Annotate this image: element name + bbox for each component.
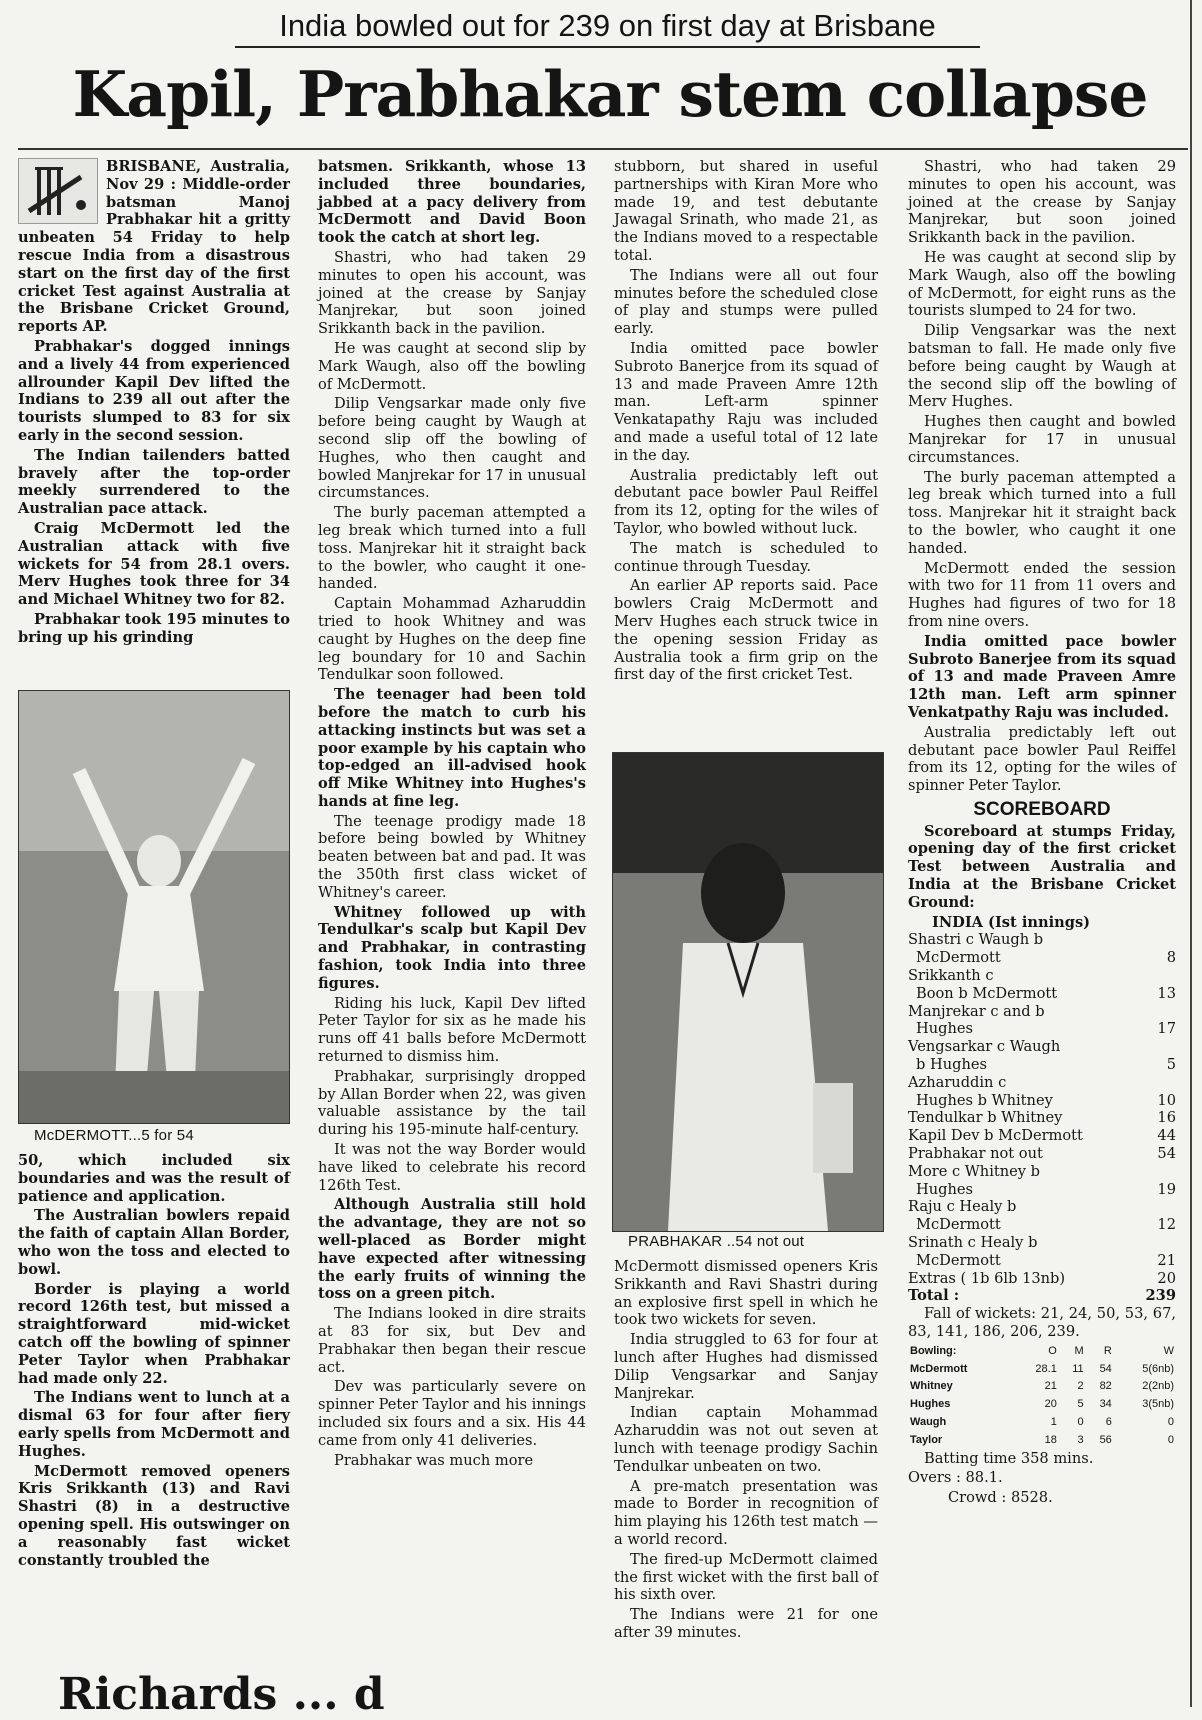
batting-detail: Prabhakar not out — [908, 1145, 1043, 1163]
paragraph: The Indians were 21 for one after 39 minutes. — [614, 1606, 878, 1641]
batting-runs: 5 — [1166, 1056, 1176, 1074]
scoreboard — [908, 798, 1176, 1507]
paragraph: The teenager had been told before the match to curb his attacking instincts but was set a poor example by his captain who top-edged an ill-advised hook off Mike Whitney into Hughes's hands at fine leg. — [318, 686, 586, 810]
column-1 — [18, 158, 290, 688]
paragraph: Prabhakar was much more — [334, 1451, 534, 1469]
bowling-row — [908, 1432, 1176, 1450]
batting-line: Manjrekar c and b — [908, 1002, 1045, 1020]
paragraph: Craig McDermott led the Australian attack with five wickets for 54 from 28.1 overs. Merv Hughes took three for 34 and Michael Whitney two for 82. — [18, 519, 290, 609]
bowling-cell: 3(5nb) — [1142, 1398, 1174, 1411]
cut-headline-text: Richards ... d — [58, 1669, 385, 1720]
batting-detail: McDermott — [916, 1216, 1001, 1234]
paragraph: The burly paceman attempted a leg break which turned into a full toss. Manjrekar hit it straight back to the bowler, who caught it one-handed. — [318, 504, 586, 593]
total-row — [908, 1287, 1176, 1305]
paragraph: The teenage prodigy made 18 before being bowled by Whitney beaten between bat and pad. It was the 350th first class wicket of Whitney's career. — [318, 812, 586, 901]
crowd: Crowd : 8528. — [948, 1489, 1053, 1507]
batting-detail: Hughes — [916, 1180, 973, 1198]
paragraph: The match is scheduled to continue through Tuesday. — [614, 539, 878, 575]
fall-of-wickets: Fall of wickets: 21, 24, 50, 53, 67, 83, 141, 186, 206, 239. — [908, 1305, 1176, 1340]
bowling-header-cell: Bowling: — [910, 1344, 957, 1357]
bowling-cell: 5(6nb) — [1142, 1362, 1174, 1375]
batting-line: More c Whitney b — [908, 1162, 1040, 1180]
batting-row — [908, 1109, 1176, 1127]
paragraph: Dilip Vengsarkar made only five before being caught by Waugh at second slip off the bowling of Hughes, who then caught and bowled Manjrekar for 17 in unusual circumstances. — [318, 395, 586, 502]
paragraph: Australia predictably left out debutant pace bowler Paul Reiffel from its 12, opting for the wiles of spinner Peter Taylor. — [908, 723, 1176, 795]
paragraph: McDermott dismissed openers Kris Srikkanth and Ravi Shastri during an explosive first spell in which he took two wickets for seven. — [614, 1258, 878, 1329]
bowling-row — [908, 1396, 1176, 1414]
paragraph: 50, which included six boundaries and was the result of patience and application. — [18, 1152, 290, 1205]
total-label: Total : — [908, 1287, 960, 1305]
header-rule — [18, 148, 1188, 150]
paragraph: The Indians went to lunch at a dismal 63 for four after fiery early spells from McDermott and Hughes. — [18, 1389, 290, 1460]
batting-detail: Tendulkar b Whitney — [908, 1109, 1063, 1127]
photo-caption: PRABHAKAR ..54 not out — [628, 1233, 805, 1250]
bowling-cell: 82 — [1099, 1380, 1112, 1393]
total-value: 239 — [1145, 1287, 1176, 1305]
paragraph: Shastri, who had taken 29 minutes to open his account, was joined at the crease by Sanjay Manjrekar, but soon joined Srikkanth back in the pavilion. — [908, 158, 1176, 247]
paragraph: Dilip Vengsarkar was the next batsman to fall. He made only five before being caught by Waugh at the second slip off the bowling of Merv Hughes. — [908, 322, 1176, 411]
paragraph: Prabhakar's dogged innings and a lively 44 from experienced allrounder Kapil Dev lifted the Indians to 239 all out after the tourists slumped to 83 for six early in the second session. — [18, 337, 290, 444]
batting-line: Shastri c Waugh b — [908, 931, 1044, 949]
bowling-cell: 2 — [1077, 1380, 1084, 1393]
paragraph: Captain Mohammad Azharuddin tried to hook Whitney and was caught by Hughes on the deep fine leg boundary for 10 and Sachin Tendulkar soon followed. — [318, 595, 586, 684]
batting-card — [908, 931, 1176, 1287]
batting-line: Raju c Healy b — [908, 1198, 1017, 1216]
bowling-row — [908, 1378, 1176, 1396]
batting-runs: 12 — [1157, 1216, 1176, 1234]
paragraph: India omitted pace bowler Subroto Banerjce from its squad of 13 and made Praveen Amre 12th man. Left-arm spinner Venkatapathy Raju was included and made a useful total of 12 late in the day. — [614, 339, 878, 464]
paragraph: McDermott ended the session with two for 11 from 11 overs and Hughes had figures of two for 18 from nine overs. — [908, 559, 1176, 630]
bowling-header-cell: M — [1074, 1344, 1084, 1357]
batting-detail: Hughes — [916, 1020, 973, 1038]
paragraph: Prabhakar took 195 minutes to bring up his grinding — [18, 610, 290, 646]
paragraph: Indian captain Mohammad Azharuddin was not out seven at lunch with teenage prodigy Sachin Tendulkar unbeaten on two. — [614, 1404, 878, 1475]
bowling-cell: 5 — [1077, 1398, 1084, 1411]
paragraph: Middle-order batsman Manoj Prabhakar hit a gritty unbeaten 54 Friday to help rescue India from a disastrous start on the first day of the first cricket Test against Australia at the Brisbane Cricket Ground, reports AP. — [18, 175, 290, 336]
bowling-cell: 56 — [1099, 1433, 1112, 1446]
batting-runs: 21 — [1157, 1251, 1176, 1269]
batting-row — [908, 1145, 1176, 1163]
scoreboard-title: SCOREBOARD — [973, 798, 1111, 820]
batting-runs: 19 — [1157, 1180, 1176, 1198]
batting-detail: McDermott — [916, 1251, 1001, 1269]
paragraph: batsmen. Srikkanth, whose 13 included three boundaries, jabbed at a pacy delivery from McDermott and David Boon took the catch at short leg. — [318, 158, 586, 247]
cricket-stumps-icon — [18, 158, 98, 224]
paragraph: It was not the way Border would have liked to celebrate his record 126th Test. — [318, 1141, 586, 1194]
batting-line: Srinath c Healy b — [908, 1234, 1038, 1252]
column-4 — [908, 158, 1176, 1688]
paragraph: The Indian tailenders batted bravely after the top-order meekly surrendered to the Australian pace attack. — [18, 446, 290, 518]
batting-runs: 10 — [1157, 1091, 1176, 1109]
batting-runs: 16 — [1157, 1109, 1176, 1127]
main-headline: Kapil, Prabhakar stem collapse — [72, 57, 1148, 131]
bowling-cell: McDermott — [910, 1362, 968, 1375]
bowling-cell: Taylor — [910, 1433, 943, 1446]
batting-line: Azharuddin c — [908, 1073, 1007, 1091]
bowling-cell: 18 — [1044, 1433, 1057, 1446]
bowling-cell: 1 — [1050, 1415, 1057, 1428]
kicker-headline: India bowled out for 239 on first day at Brisbane — [235, 10, 980, 48]
paragraph: The Australian bowlers repaid the faith of captain Allan Border, who won the toss and elected to bowl. — [18, 1207, 290, 1278]
column-3 — [614, 158, 878, 738]
batting-row — [908, 1252, 1176, 1270]
batting-detail: Kapil Dev b McDermott — [908, 1127, 1083, 1145]
prabhakar-photo — [612, 752, 884, 1232]
bowling-cell: 2(2nb) — [1142, 1380, 1174, 1393]
bowling-table — [908, 1343, 1176, 1450]
bowling-cell: 0 — [1167, 1415, 1174, 1428]
bowling-header-row — [908, 1343, 1176, 1361]
batting-row — [908, 1181, 1176, 1199]
right-border-rule — [1190, 0, 1192, 1707]
batting-row — [908, 949, 1176, 967]
batting-runs: 8 — [1166, 949, 1176, 967]
bowling-cell: 11 — [1072, 1362, 1084, 1375]
batting-runs: 20 — [1157, 1269, 1176, 1287]
batting-runs: 17 — [1157, 1020, 1176, 1038]
batting-detail: Extras ( 1b 6lb 13nb) — [908, 1269, 1066, 1287]
paragraph: An earlier AP reports said. Pace bowlers Craig McDermott and Merv Hughes each struck twice in the opening session Friday as Australia took a firm grip on the first day of the first cricket Test. — [614, 577, 878, 684]
batting-detail: Boon b McDermott — [916, 984, 1058, 1002]
paragraph: Riding his luck, Kapil Dev lifted Peter Taylor for six as he made his runs off 41 balls before McDermott returned to dismiss him. — [318, 994, 586, 1066]
column-3-lower — [614, 1258, 878, 1688]
dateline: BRISBANE, Australia, Nov 29 : — [106, 158, 290, 193]
paragraph: He was caught at second slip by Mark Waugh, also off the bowling of McDermott. — [318, 339, 586, 393]
bowling-cell: 21 — [1044, 1380, 1057, 1393]
bowling-cell: Waugh — [910, 1415, 947, 1428]
paragraph: The fired-up McDermott claimed the first wicket with the first ball of his sixth over. — [614, 1550, 878, 1604]
bowling-cell: 54 — [1099, 1362, 1112, 1375]
paragraph: Whitney followed up with Tendulkar's scalp but Kapil Dev and Prabhakar, in contrasting fashion, took India into three figures. — [318, 903, 586, 992]
scoreboard-intro: Scoreboard at stumps Friday, opening day of the first cricket Test between Australia and India at the Brisbane Cricket Ground: — [908, 822, 1176, 911]
paragraph: The burly paceman attempted a leg break which turned into a full toss. Manjrekar hit it straight back to the bowler, who caught it one handed. — [908, 468, 1176, 557]
batting-row — [908, 1020, 1176, 1038]
batting-time: Batting time 358 mins. — [924, 1449, 1094, 1467]
column-1-lower — [18, 1152, 290, 1682]
batting-line: Vengsarkar c Waugh — [908, 1038, 1061, 1056]
bowling-header-cell: R — [1103, 1344, 1112, 1357]
batting-runs: 13 — [1157, 984, 1176, 1002]
paragraph: Although Australia still hold the advantage, they are not so well-placed as Border might have expected after witnessing the early fruits of winning the toss on a green pitch. — [318, 1196, 586, 1303]
bowling-row — [908, 1414, 1176, 1432]
bowling-header-cell: W — [1163, 1344, 1174, 1357]
bowling-cell: 6 — [1105, 1415, 1112, 1428]
batting-detail: Hughes b Whitney — [916, 1091, 1053, 1109]
bowling-cell: 0 — [1077, 1415, 1084, 1428]
paragraph: Shastri, who had taken 29 minutes to open his account, was joined at the crease by Sanjay Manjrekar, but soon joined Srikkanth back in the pavilion. — [318, 248, 586, 338]
paragraph: A pre-match presentation was made to Border in recognition of him playing his 126th test match — a world record. — [614, 1477, 878, 1548]
batting-row — [908, 1056, 1176, 1074]
batting-row — [908, 985, 1176, 1003]
bowling-cell: 34 — [1099, 1398, 1112, 1411]
bowling-cell: 28.1 — [1035, 1362, 1057, 1375]
paragraph: Australia predictably left out debutant pace bowler Paul Reiffel from its 12, opting for the wiles of Taylor, who bowled without luck. — [614, 466, 878, 537]
paragraph: Dev was particularly severe on spinner Peter Taylor and his innings included six fours and a six. His 44 came from only 41 deliveries. — [318, 1378, 586, 1449]
batting-row — [908, 1127, 1176, 1145]
bowling-cell: Whitney — [910, 1380, 953, 1393]
batting-runs: 54 — [1157, 1145, 1176, 1163]
next-story-headline-cut — [18, 1669, 1188, 1720]
paragraph: Hughes then caught and bowled Manjrekar for 17 in unusual circumstances. — [908, 413, 1176, 466]
batting-line: Srikkanth c — [908, 967, 994, 985]
bowling-cell: 0 — [1167, 1433, 1174, 1446]
batting-row — [908, 1092, 1176, 1110]
paragraph: stubborn, but shared in useful partnerships with Kiran More who made 19, and test debutante Jawagal Srinath, who made 21, as the Indians moved to a respectable total. — [614, 158, 878, 264]
paragraph: The Indians were all out four minutes before the scheduled close of play and stumps were pulled early. — [614, 266, 878, 338]
bowling-cell: Hughes — [910, 1398, 951, 1411]
photo-caption: McDERMOTT...5 for 54 — [34, 1127, 194, 1144]
bowling-header-cell: O — [1048, 1344, 1057, 1357]
mcdermott-photo — [18, 690, 290, 1124]
batting-detail: McDermott — [916, 949, 1001, 967]
batting-runs: 44 — [1157, 1127, 1176, 1145]
paragraph: Border is playing a world record 126th test, but missed a straightforward mid-wicket catch off the bowling of spinner Peter Taylor when Prabhakar had made only 22. — [18, 1280, 290, 1387]
column-2 — [318, 158, 586, 1688]
batting-detail: b Hughes — [916, 1056, 987, 1074]
bowling-cell: 3 — [1077, 1433, 1084, 1446]
overs: Overs : 88.1. — [908, 1469, 1003, 1487]
paragraph: Prabhakar, surprisingly dropped by Allan Border when 22, was given valuable assistance by the tail during his 195-minute half-century. — [318, 1067, 586, 1139]
bowling-cell: 20 — [1044, 1398, 1057, 1411]
paragraph: McDermott removed openers Kris Srikkanth (13) and Ravi Shastri (8) in a destructive opening spell. His outswinger on a reasonably fast wicket constantly troubled the — [18, 1462, 290, 1569]
paragraph: India omitted pace bowler Subroto Banerjee from its squad of 13 and made Praveen Amre 12th man. Left arm spinner Venkatpathy Raju was included. — [908, 632, 1176, 721]
innings-heading: INDIA (Ist innings) — [932, 913, 1091, 931]
batting-row — [908, 1270, 1176, 1288]
paragraph: He was caught at second slip by Mark Waugh, also off the bowling of McDermott, for eight runs as the tourists slumped to 24 for two. — [908, 248, 1176, 320]
batting-row — [908, 1216, 1176, 1234]
bowling-row — [908, 1361, 1176, 1379]
paragraph: The Indians looked in dire straits at 83 for six, but Dev and Prabhakar then began their rescue act. — [318, 1305, 586, 1376]
paragraph: India struggled to 63 for four at lunch after Hughes had dismissed Dilip Vengsarkar and Sanjay Manjrekar. — [614, 1331, 878, 1402]
